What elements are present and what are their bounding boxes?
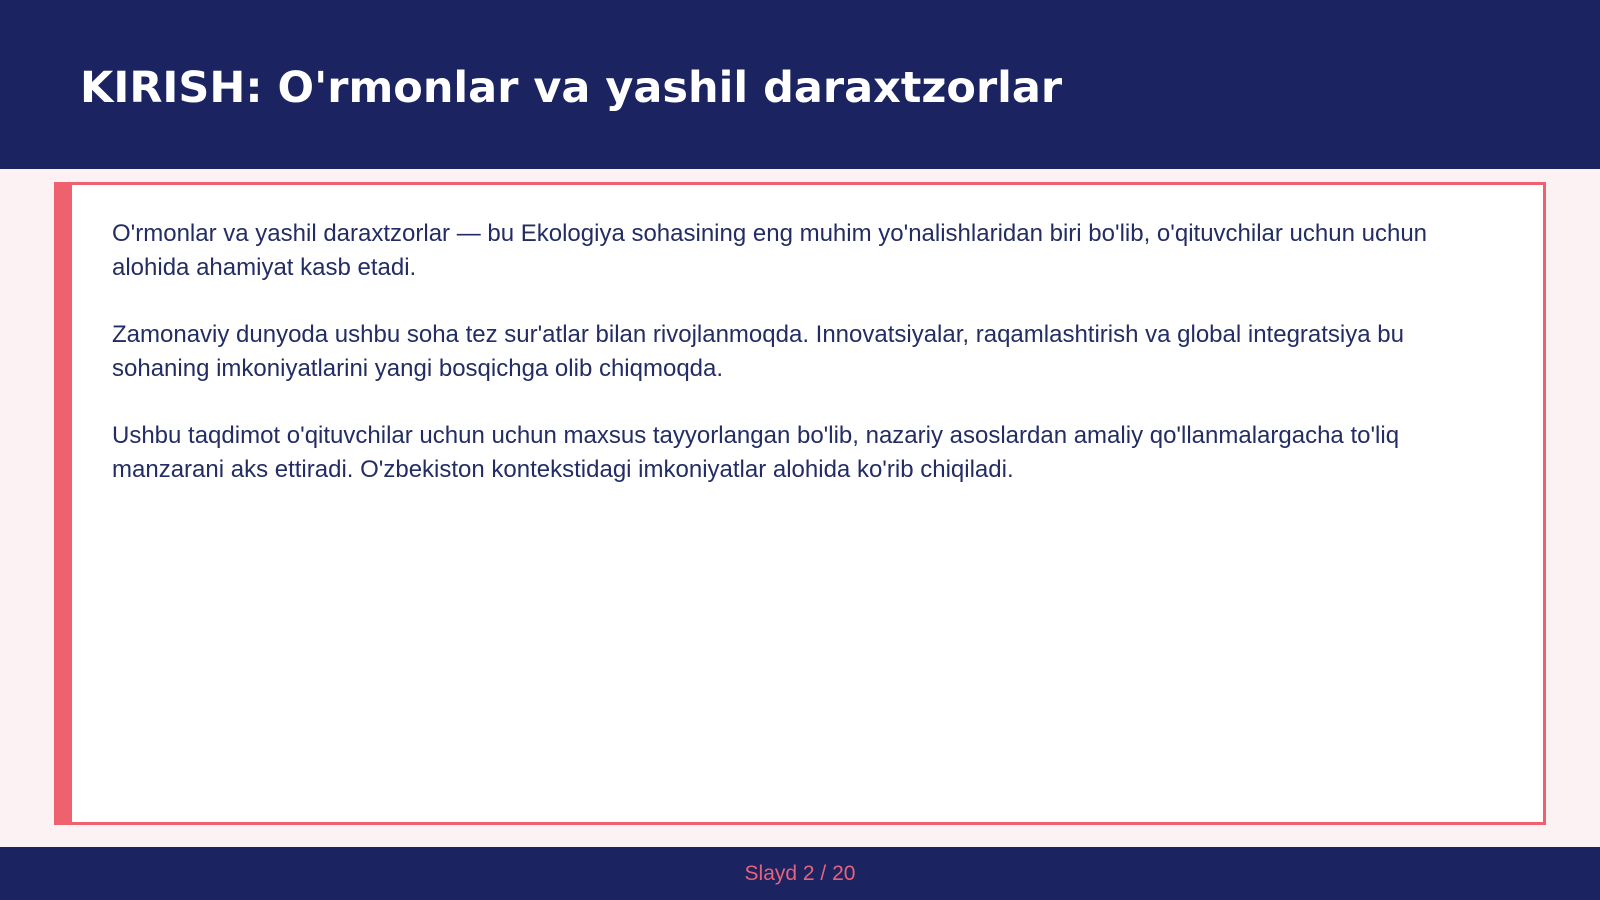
- slide-number: Slayd 2 / 20: [744, 862, 856, 885]
- paragraph-modern-world: Zamonaviy dunyoda ushbu soha tez sur'atlar bilan rivojlanmoqda. Innovatsiyalar, raqamlashtirish va global integratsiya bu sohaning imkoniyatlarini yangi bosqichga olib chiqmoqda.: [112, 321, 1404, 382]
- slide-footer: [0, 847, 1600, 900]
- slide-header: [0, 0, 1600, 169]
- slide-body: [112, 217, 1502, 520]
- paragraph-intro: O'rmonlar va yashil daraxtzorlar — bu Ekologiya sohasining eng muhim yo'nalishlaridan biri bo'lib, o'qituvchilar uchun uchun alohida ahamiyat kasb etadi.: [112, 220, 1428, 281]
- slide-title: KIRISH: O'rmonlar va yashil daraxtzorlar: [80, 63, 1063, 113]
- paragraph-presentation-scope: Ushbu taqdimot o'qituvchilar uchun uchun maxsus tayyorlangan bo'lib, nazariy asoslardan amaliy qo'llanmalargacha to'liq manzarani aks ettiradi. O'zbekiston kontekstidagi imkoniyatlar alohida ko'rib chiqiladi.: [112, 422, 1400, 483]
- content-card: [54, 182, 1546, 825]
